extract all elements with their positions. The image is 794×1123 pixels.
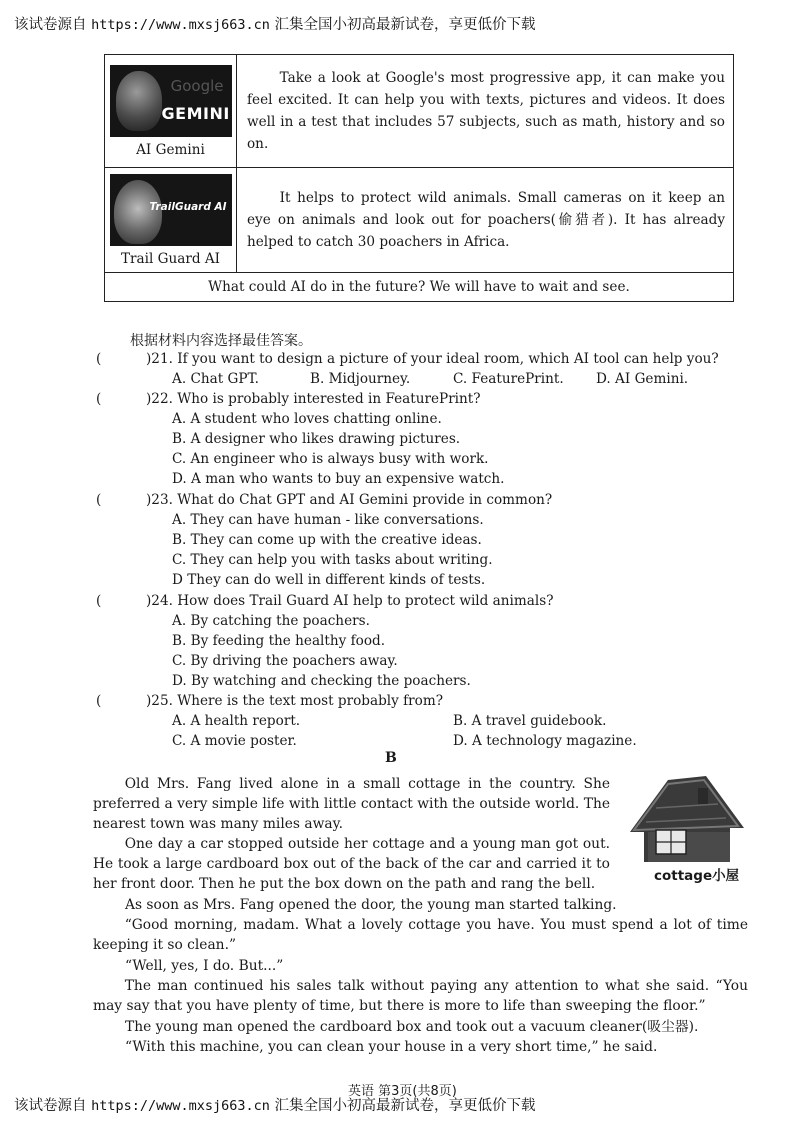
passage-paragraph: “With this machine, you can clean your house in a very short time,” he said. bbox=[125, 1039, 658, 1055]
option-a: A. By catching the poachers. bbox=[172, 613, 370, 629]
question-stem: )23. What do Chat GPT and AI Gemini provide in common? bbox=[146, 492, 553, 508]
banner-prefix: 该试卷源自 bbox=[14, 17, 87, 33]
instruction-text: 根据材料内容选择最佳答案。 bbox=[130, 333, 312, 349]
table-footer: What could AI do in the future? We will have to wait and see. bbox=[105, 273, 734, 302]
passage-paragraph: “Good morning, madam. What a lovely cottage you have. You must spend a lot of time keeping it so clean.” bbox=[93, 917, 748, 954]
banner-url[interactable]: https://www.mxsj663.cn bbox=[91, 17, 270, 33]
passage-paragraph: The man continued his sales talk without paying any attention to what she said. “You may say that you have plenty of time, but there is more to life than sweeping the floor.” bbox=[93, 978, 748, 1015]
answer-blank[interactable]: ( bbox=[96, 351, 102, 367]
question-22 bbox=[96, 391, 481, 407]
option-c: C. By driving the poachers away. bbox=[172, 653, 398, 669]
banner-prefix: 该试卷源自 bbox=[14, 1098, 87, 1114]
question-25 bbox=[96, 693, 443, 709]
option-c: C. A movie poster. bbox=[172, 733, 297, 749]
section-heading: B bbox=[385, 750, 397, 766]
option-a: A. A student who loves chatting online. bbox=[172, 411, 442, 427]
passage-paragraph: Old Mrs. Fang lived alone in a small cottage in the country. She preferred a very simple life with little contact with the outside world. The nearest town was many miles away. bbox=[93, 776, 610, 833]
question-stem: )25. Where is the text most probably from? bbox=[146, 693, 444, 709]
question-23 bbox=[96, 492, 552, 508]
passage-paragraph: “Well, yes, I do. But...” bbox=[125, 958, 284, 974]
answer-blank[interactable]: ( bbox=[96, 693, 102, 709]
option-b: B. By feeding the healthy food. bbox=[172, 633, 386, 649]
question-21 bbox=[96, 351, 719, 367]
tool-cell bbox=[105, 55, 237, 168]
tool-cell bbox=[105, 168, 237, 273]
option-c: C. They can help you with tasks about writing. bbox=[172, 552, 493, 568]
option-d: D. A technology magazine. bbox=[453, 733, 637, 749]
option-a: A. They can have human - like conversations. bbox=[172, 512, 484, 528]
page-number: 英语 第3页(共8页) bbox=[348, 1084, 457, 1099]
ai-tools-table bbox=[104, 54, 734, 302]
tool-description: Take a look at Google's most progressive app, it can make you feel excited. It can help you with texts, pictures and videos. It does well in a test that includes 57 subjects, such as math, history and so on. bbox=[237, 55, 734, 168]
passage-paragraph: The young man opened the cardboard box and took out a vacuum cleaner(吸尘器). bbox=[125, 1019, 699, 1035]
answer-blank[interactable]: ( bbox=[96, 391, 102, 407]
tool-description: It helps to protect wild animals. Small cameras on it keep an eye on animals and look out for poachers(偷猎者). It has already helped to catch 30 poachers in Africa. bbox=[237, 168, 734, 273]
question-stem: )22. Who is probably interested in FeaturePrint? bbox=[146, 391, 481, 407]
question-stem: )21. If you want to design a picture of your ideal room, which AI tool can help you? bbox=[146, 351, 719, 367]
trailguard-logo-image bbox=[110, 174, 232, 246]
option-b: B. A designer who likes drawing pictures. bbox=[172, 431, 461, 447]
tool-name: Trail Guard AI bbox=[120, 251, 221, 267]
option-d: D They can do well in different kinds of tests. bbox=[172, 572, 486, 588]
google-watermark: Google bbox=[170, 77, 224, 95]
cottage-icon bbox=[626, 772, 748, 864]
option-d: D. A man who wants to buy an expensive watch. bbox=[172, 471, 505, 487]
answer-blank[interactable]: ( bbox=[96, 492, 102, 508]
banner-url[interactable]: https://www.mxsj663.cn bbox=[91, 1098, 270, 1114]
cottage-illustration bbox=[626, 772, 748, 886]
passage-paragraph: One day a car stopped outside her cottage and a young man got out. He took a large cardboard box out of the back of the car and carried it to her front door. Then he put the box down on the path and rang the bell. bbox=[93, 836, 610, 893]
banner-suffix: 汇集全国小初高最新试卷，享更低价下载 bbox=[274, 1098, 536, 1114]
option-a: A. A health report. bbox=[172, 713, 301, 729]
gemini-logo-image bbox=[110, 65, 232, 137]
portrait-graphic bbox=[116, 71, 162, 131]
table-row bbox=[105, 55, 734, 168]
option-d: D. By watching and checking the poachers. bbox=[172, 673, 471, 689]
source-banner-bottom bbox=[14, 1094, 536, 1115]
option-b: B. A travel guidebook. bbox=[453, 713, 607, 729]
banner-suffix: 汇集全国小初高最新试卷，享更低价下载 bbox=[274, 17, 536, 33]
option-b: B. Midjourney. bbox=[310, 371, 411, 387]
source-banner-top bbox=[14, 13, 536, 34]
question-24 bbox=[96, 593, 554, 609]
answer-blank[interactable]: ( bbox=[96, 593, 102, 609]
gemini-wordmark: GEMINI bbox=[161, 104, 230, 123]
option-a: A. Chat GPT. bbox=[172, 371, 259, 387]
tool-name: AI Gemini bbox=[136, 142, 205, 158]
trailguard-wordmark: TrailGuard AI bbox=[149, 201, 227, 213]
option-d: D. AI Gemini. bbox=[596, 371, 689, 387]
table-footer-row bbox=[105, 273, 734, 302]
option-b: B. They can come up with the creative ideas. bbox=[172, 532, 482, 548]
option-c: C. An engineer who is always busy with work. bbox=[172, 451, 489, 467]
table-row bbox=[105, 168, 734, 273]
passage-paragraph: As soon as Mrs. Fang opened the door, the young man started talking. bbox=[125, 897, 617, 913]
question-stem: )24. How does Trail Guard AI help to protect wild animals? bbox=[146, 593, 554, 609]
cottage-label: cottage小屋 bbox=[654, 868, 740, 884]
option-c: C. FeaturePrint. bbox=[453, 371, 564, 387]
